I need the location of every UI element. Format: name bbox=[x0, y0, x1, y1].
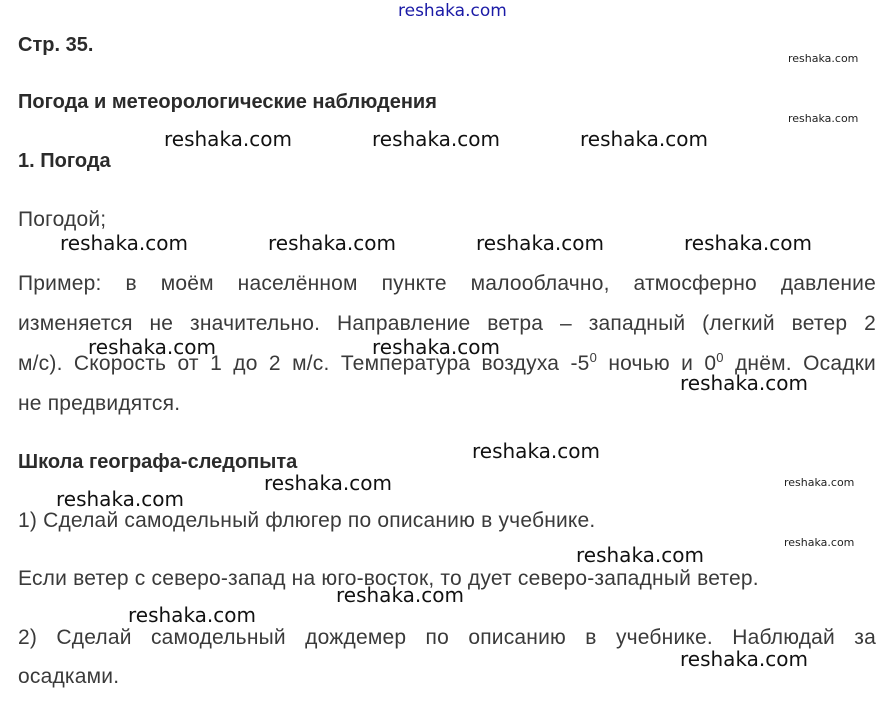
school-item-2-cont: осадками. bbox=[18, 665, 120, 688]
watermark-small: reshaka.com bbox=[788, 52, 859, 65]
watermark: reshaka.com bbox=[128, 603, 256, 627]
watermark-small: reshaka.com bbox=[784, 536, 855, 549]
example-line: изменяется не значительно. Направление ветра – западный (легкий ветер 2 bbox=[18, 312, 876, 335]
example-text: днём. Осадки bbox=[723, 352, 876, 375]
watermark: reshaka.com bbox=[164, 127, 292, 151]
watermark: reshaka.com bbox=[680, 371, 808, 395]
watermark: reshaka.com bbox=[268, 231, 396, 255]
task1-answer: Погодой; bbox=[18, 208, 107, 231]
section-title: Погода и метеорологические наблюдения bbox=[18, 91, 437, 113]
degree-superscript: 0 bbox=[716, 350, 724, 365]
example-line: Пример: в моём населённом пункте малооблачно, атмосферно давление bbox=[18, 272, 876, 295]
watermark: reshaka.com bbox=[60, 231, 188, 255]
watermark: reshaka.com bbox=[336, 583, 464, 607]
example-text: ночью и 0 bbox=[597, 352, 717, 375]
watermark: reshaka.com bbox=[472, 439, 600, 463]
example-text: м/с). Скорость от 1 до 2 м/с. Температура воздуха -5 bbox=[18, 352, 590, 375]
task1-heading: 1. Погода bbox=[18, 150, 111, 172]
watermark: reshaka.com bbox=[88, 335, 216, 359]
watermark: reshaka.com bbox=[680, 647, 808, 671]
school-item-1-note: Если ветер с северо-запад на юго-восток, то дует северо-западный ветер. bbox=[18, 567, 759, 590]
school-heading: Школа географа-следопыта bbox=[18, 451, 298, 473]
watermark: reshaka.com bbox=[580, 127, 708, 151]
watermark-small: reshaka.com bbox=[788, 112, 859, 125]
watermark: reshaka.com bbox=[56, 487, 184, 511]
watermark: reshaka.com bbox=[576, 543, 704, 567]
watermark: reshaka.com bbox=[476, 231, 604, 255]
watermark: reshaka.com bbox=[372, 335, 500, 359]
watermark-top: reshaka.com bbox=[398, 1, 507, 21]
watermark-small: reshaka.com bbox=[784, 476, 855, 489]
school-item-2: 2) Сделай самодельный дождемер по описанию в учебнике. Наблюдай за bbox=[18, 626, 876, 649]
example-line: не предвидятся. bbox=[18, 392, 181, 415]
school-item-1: 1) Сделай самодельный флюгер по описанию в учебнике. bbox=[18, 509, 596, 532]
watermark: reshaka.com bbox=[264, 471, 392, 495]
degree-superscript: 0 bbox=[589, 350, 597, 365]
watermark: reshaka.com bbox=[372, 127, 500, 151]
page-label: Стр. 35. bbox=[18, 34, 94, 56]
watermark: reshaka.com bbox=[684, 231, 812, 255]
